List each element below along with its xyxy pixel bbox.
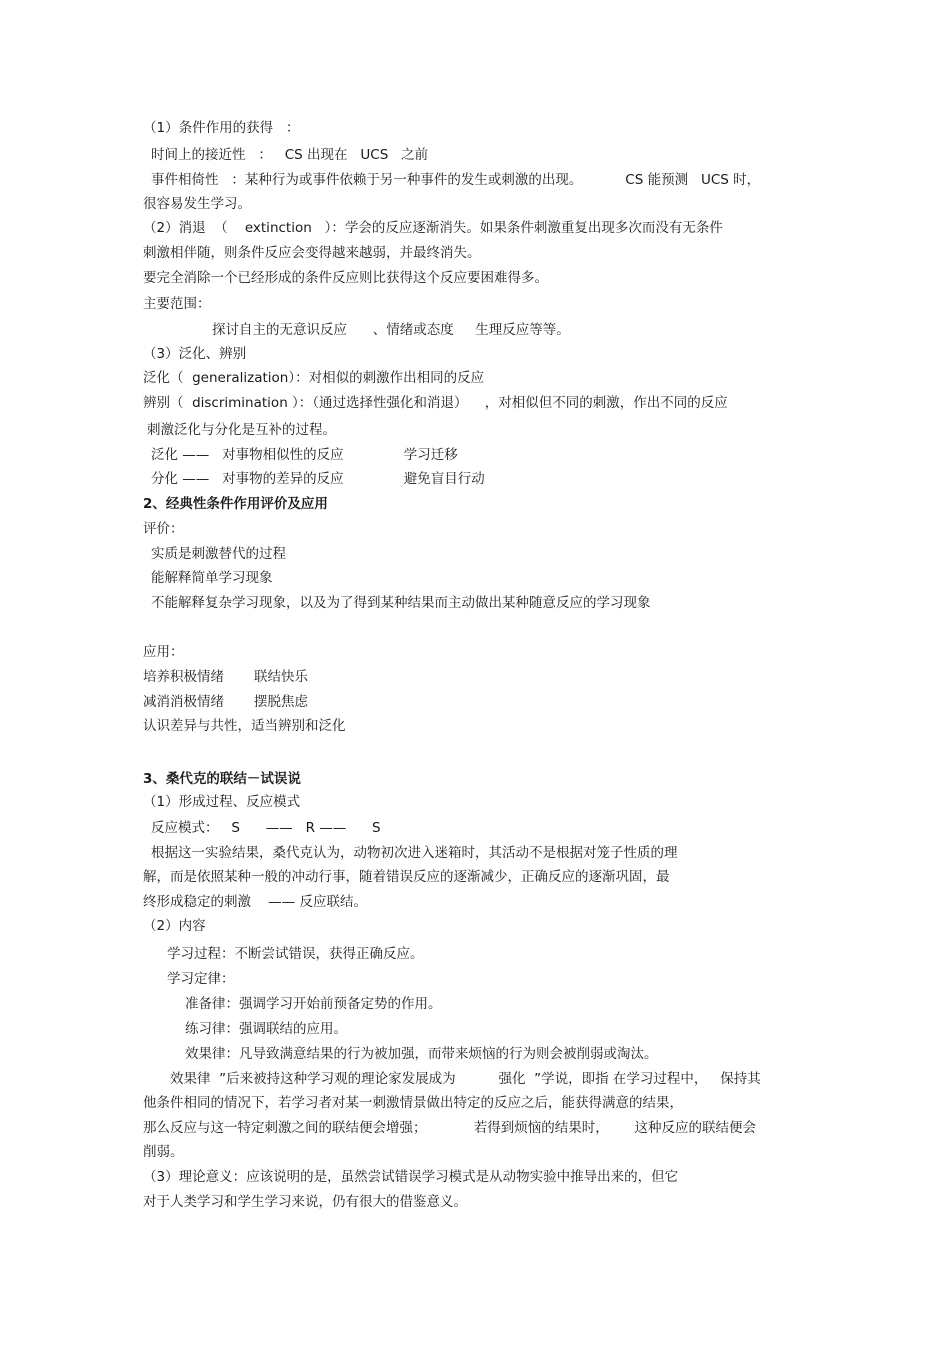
text-line: 泛化（ generalization）：对相似的刺激作出相同的反应 [143,370,485,386]
text-line: 准备律：强调学习开始前预备定势的作用。 [185,996,442,1012]
text-line: 解，而是依照某种一般的冲动行事，随着错误反应的逐渐减少，正确反应的逐渐巩固，最 [143,869,670,885]
text-line: 很容易发生学习。 [143,196,251,212]
text-line: 时间上的接近性 ： CS 出现在 UCS 之前 [151,147,429,163]
text-line: 评价： [143,521,184,537]
text-line: （1）条件作用的获得 ： [143,120,300,136]
text-line: 效果律：凡导致满意结果的行为被加强，而带来烦恼的行为则会被削弱或淘汰。 [185,1046,658,1062]
text-line: （2）消退 （ extinction ）：学会的反应逐渐消失。如果条件刺激重复出现多次而没有无条件 [143,220,723,236]
text-line: 学习定律： [167,971,235,987]
text-line: 应用： [143,644,184,660]
text-line: 练习律：强调联结的应用。 [185,1021,347,1037]
text-line: 实质是刺激替代的过程 [151,546,286,562]
section-heading: 2、经典性条件作用评价及应用 [143,496,328,512]
text-line: 认识差异与共性，适当辨别和泛化 [143,718,346,734]
text-line: 他条件相同的情况下，若学习者对某一刺激情景做出特定的反应之后，能获得满意的结果， [143,1095,683,1111]
text-line: 不能解释复杂学习现象，以及为了得到某种结果而主动做出某种随意反应的学习现象 [151,595,651,611]
text-line: 培养积极情绪 联结快乐 [143,669,309,685]
text-line: （2）内容 [143,918,206,934]
section-heading: 3、桑代克的联结－试误说 [143,771,301,787]
text-line: 泛化 —— 对事物相似性的反应 学习迁移 [151,447,458,463]
text-line: 要完全消除一个已经形成的条件反应则比获得这个反应要困难得多。 [143,270,548,286]
text-line: （1）形成过程、反应模式 [143,794,301,810]
text-line: 学习过程：不断尝试错误，获得正确反应。 [167,946,424,962]
text-line: 事件相倚性 ：某种行为或事件依赖于另一种事件的发生或刺激的出现。 CS 能预测 UCS 时， [151,172,761,188]
text-line: （3）泛化、辨别 [143,346,247,362]
text-line: 主要范围： [143,296,211,312]
text-line: 效果律 ”后来被持这种学习观的理论家发展成为 强化 ”学说，即指 在学习过程中， 保持其 [170,1071,761,1087]
text-line: 刺激泛化与分化是互补的过程。 [147,422,336,438]
text-line: 探讨自主的无意识反应 、情绪或态度 生理反应等等。 [212,322,570,338]
text-line: （3）理论意义：应该说明的是，虽然尝试错误学习模式是从动物实验中推导出来的，但它 [143,1169,679,1185]
text-line: 刺激相伴随，则条件反应会变得越来越弱，并最终消失。 [143,245,481,261]
text-line: 减消消极情绪 摆脱焦虑 [143,694,309,710]
text-line: 对于人类学习和学生学习来说，仍有很大的借鉴意义。 [143,1194,467,1210]
text-line: 削弱。 [143,1144,184,1160]
text-line: 能解释简单学习现象 [151,570,273,586]
text-line: 根据这一实验结果，桑代克认为，动物初次进入迷箱时，其活动不是根据对笼子性质的理 [151,845,678,861]
text-line: 辨别（ discrimination ）：（通过选择性强化和消退） ，对相似但不同的刺激，作出不同的反应 [143,395,728,411]
text-line: 反应模式： S —— R —— S [151,820,381,836]
text-line: 那么反应与这一特定刺激之间的联结便会增强； 若得到烦恼的结果时， 这种反应的联结便会 [143,1120,756,1136]
text-line: 分化 —— 对事物的差异的反应 避免盲目行动 [151,471,485,487]
text-line: 终形成稳定的刺激 —— 反应联结。 [143,894,367,910]
